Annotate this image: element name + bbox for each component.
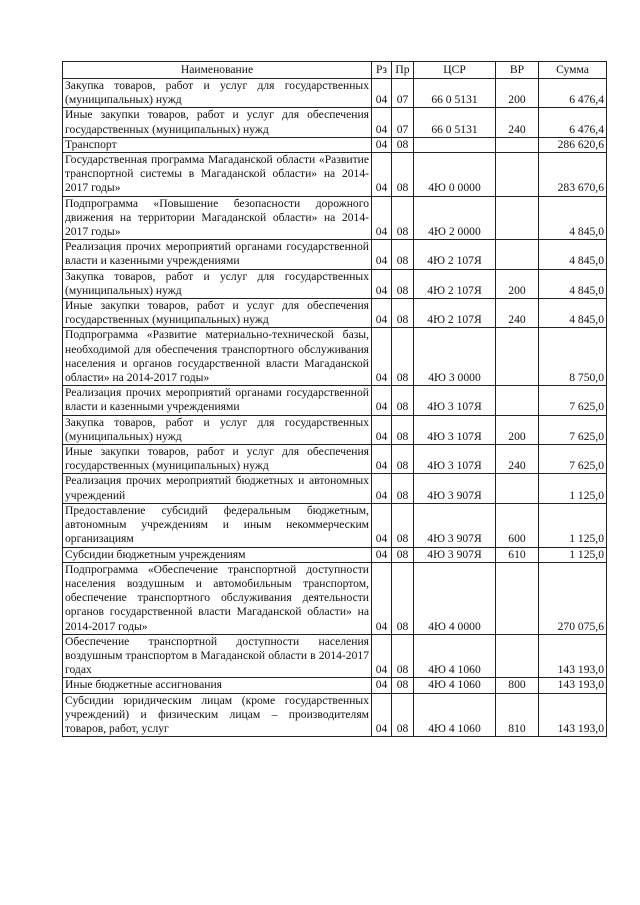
cell-rz: 04	[372, 386, 392, 415]
cell-rz: 04	[372, 240, 392, 269]
cell-csr: 4Ю 3 907Я	[414, 474, 496, 503]
table-row	[63, 693, 607, 737]
cell-name: Субсидии юридическим лицам (кроме государственных учреждений) и физическим лицам – производителям товаров, работ, услуг	[63, 693, 372, 737]
header-name: Наименование	[63, 62, 372, 79]
cell-name: Реализация прочих мероприятий бюджетных и автономных учреждений	[63, 474, 372, 503]
cell-vr: 240	[496, 299, 539, 328]
cell-csr: 4Ю 4 1060	[414, 634, 496, 678]
cell-csr: 4Ю 2 107Я	[414, 240, 496, 269]
cell-pr: 08	[392, 474, 414, 503]
cell-name: Предоставление субсидий федеральным бюджетным, автономным учреждениям и иным некоммерческим организациям	[63, 503, 372, 547]
cell-csr: 4Ю 4 1060	[414, 693, 496, 737]
document-page	[62, 61, 606, 737]
cell-name: Обеспечение транспортной доступности населения воздушным транспортом в Магаданской области в 2014-2017 годах	[63, 634, 372, 678]
cell-sum: 7 625,0	[539, 445, 607, 474]
table-row	[63, 678, 607, 693]
cell-rz: 04	[372, 634, 392, 678]
cell-csr: 4Ю 3 107Я	[414, 445, 496, 474]
cell-csr: 4Ю 4 0000	[414, 562, 496, 634]
cell-sum: 270 075,6	[539, 562, 607, 634]
cell-sum: 7 625,0	[539, 415, 607, 444]
cell-name: Реализация прочих мероприятий органами государственной власти и казенными учреждениями	[63, 240, 372, 269]
cell-vr	[496, 328, 539, 386]
cell-vr: 240	[496, 445, 539, 474]
cell-csr	[414, 137, 496, 152]
cell-name: Субсидии бюджетным учреждениям	[63, 547, 372, 562]
cell-csr: 4Ю 2 107Я	[414, 299, 496, 328]
cell-sum: 286 620,6	[539, 137, 607, 152]
cell-pr: 08	[392, 386, 414, 415]
cell-name: Иные закупки товаров, работ и услуг для обеспечения государственных (муниципальных) нужд	[63, 108, 372, 137]
cell-name: Подпрограмма «Повышение безопасности дорожного движения на территории Магаданской области» на 2014-2017 годы»	[63, 196, 372, 240]
table-row	[63, 547, 607, 562]
table-row	[63, 137, 607, 152]
cell-vr: 610	[496, 547, 539, 562]
cell-sum: 4 845,0	[539, 196, 607, 240]
cell-vr	[496, 196, 539, 240]
cell-pr: 08	[392, 328, 414, 386]
cell-vr: 600	[496, 503, 539, 547]
header-vr: ВР	[496, 62, 539, 79]
table-row	[63, 634, 607, 678]
cell-pr: 08	[392, 196, 414, 240]
table-row	[63, 108, 607, 137]
cell-sum: 4 845,0	[539, 269, 607, 298]
cell-pr: 08	[392, 562, 414, 634]
cell-sum: 1 125,0	[539, 474, 607, 503]
cell-rz: 04	[372, 196, 392, 240]
cell-name: Подпрограмма «Развитие материально-технической базы, необходимой для обеспечения транспортного обслуживания населения и органов государственной власти Магаданской области» на 2014-2017 годы»	[63, 328, 372, 386]
table-row	[63, 299, 607, 328]
table-row	[63, 474, 607, 503]
cell-sum: 143 193,0	[539, 634, 607, 678]
cell-sum: 1 125,0	[539, 503, 607, 547]
cell-vr	[496, 153, 539, 197]
cell-rz: 04	[372, 547, 392, 562]
table-row	[63, 328, 607, 386]
table-row	[63, 153, 607, 197]
cell-sum: 143 193,0	[539, 678, 607, 693]
cell-csr: 66 0 5131	[414, 108, 496, 137]
table-row	[63, 79, 607, 108]
cell-name: Реализация прочих мероприятий органами государственной власти и казенными учреждениями	[63, 386, 372, 415]
table-row	[63, 503, 607, 547]
cell-rz: 04	[372, 299, 392, 328]
cell-rz: 04	[372, 562, 392, 634]
cell-vr: 200	[496, 79, 539, 108]
header-sum: Сумма	[539, 62, 607, 79]
cell-pr: 08	[392, 678, 414, 693]
table-body	[63, 79, 607, 737]
cell-vr: 200	[496, 269, 539, 298]
cell-csr: 4Ю 4 1060	[414, 678, 496, 693]
cell-sum: 4 845,0	[539, 299, 607, 328]
cell-vr: 200	[496, 415, 539, 444]
cell-vr: 240	[496, 108, 539, 137]
cell-name: Подпрограмма «Обеспечение транспортной доступности населения воздушным и автомобильным транспортом, обеспечение транспортного обслуживания деятельности органов государственной власти Магаданской области» на 2014-2017 годы»	[63, 562, 372, 634]
cell-csr: 4Ю 2 0000	[414, 196, 496, 240]
cell-name: Закупка товаров, работ и услуг для государственных (муниципальных) нужд	[63, 415, 372, 444]
cell-csr: 4Ю 0 0000	[414, 153, 496, 197]
cell-name: Иные бюджетные ассигнования	[63, 678, 372, 693]
cell-vr	[496, 240, 539, 269]
cell-name: Иные закупки товаров, работ и услуг для обеспечения государственных (муниципальных) нужд	[63, 299, 372, 328]
header-pr: Пр	[392, 62, 414, 79]
cell-rz: 04	[372, 269, 392, 298]
cell-sum: 283 670,6	[539, 153, 607, 197]
cell-rz: 04	[372, 328, 392, 386]
cell-sum: 6 476,4	[539, 79, 607, 108]
cell-csr: 4Ю 3 107Я	[414, 415, 496, 444]
cell-name: Закупка товаров, работ и услуг для государственных (муниципальных) нужд	[63, 79, 372, 108]
cell-pr: 07	[392, 108, 414, 137]
table-row	[63, 415, 607, 444]
cell-pr: 07	[392, 79, 414, 108]
table-row	[63, 269, 607, 298]
table-row	[63, 445, 607, 474]
header-csr: ЦСР	[414, 62, 496, 79]
cell-rz: 04	[372, 474, 392, 503]
cell-sum: 7 625,0	[539, 386, 607, 415]
table-row	[63, 562, 607, 634]
cell-rz: 04	[372, 693, 392, 737]
cell-vr: 800	[496, 678, 539, 693]
cell-pr: 08	[392, 240, 414, 269]
cell-rz: 04	[372, 415, 392, 444]
header-rz: Рз	[372, 62, 392, 79]
table-row	[63, 386, 607, 415]
table-row	[63, 240, 607, 269]
cell-pr: 08	[392, 153, 414, 197]
cell-vr	[496, 137, 539, 152]
cell-name: Закупка товаров, работ и услуг для государственных (муниципальных) нужд	[63, 269, 372, 298]
cell-vr	[496, 562, 539, 634]
cell-vr	[496, 386, 539, 415]
cell-sum: 6 476,4	[539, 108, 607, 137]
cell-csr: 66 0 5131	[414, 79, 496, 108]
budget-table	[62, 61, 607, 737]
cell-sum: 143 193,0	[539, 693, 607, 737]
cell-rz: 04	[372, 108, 392, 137]
cell-name: Иные закупки товаров, работ и услуг для обеспечения государственных (муниципальных) нужд	[63, 445, 372, 474]
cell-sum: 1 125,0	[539, 547, 607, 562]
cell-csr: 4Ю 3 907Я	[414, 547, 496, 562]
cell-pr: 08	[392, 299, 414, 328]
cell-pr: 08	[392, 269, 414, 298]
table-header-row	[63, 62, 607, 79]
cell-rz: 04	[372, 79, 392, 108]
cell-vr: 810	[496, 693, 539, 737]
cell-sum: 8 750,0	[539, 328, 607, 386]
cell-sum: 4 845,0	[539, 240, 607, 269]
cell-pr: 08	[392, 415, 414, 444]
cell-rz: 04	[372, 678, 392, 693]
cell-rz: 04	[372, 445, 392, 474]
cell-csr: 4Ю 3 0000	[414, 328, 496, 386]
cell-pr: 08	[392, 445, 414, 474]
cell-rz: 04	[372, 503, 392, 547]
cell-rz: 04	[372, 153, 392, 197]
cell-name: Государственная программа Магаданской области «Развитие транспортной системы в Магаданской области» на 2014-2017 годы»	[63, 153, 372, 197]
cell-pr: 08	[392, 547, 414, 562]
cell-csr: 4Ю 3 107Я	[414, 386, 496, 415]
cell-pr: 08	[392, 634, 414, 678]
cell-pr: 08	[392, 503, 414, 547]
cell-pr: 08	[392, 693, 414, 737]
cell-vr	[496, 634, 539, 678]
cell-csr: 4Ю 2 107Я	[414, 269, 496, 298]
cell-name: Транспорт	[63, 137, 372, 152]
cell-pr: 08	[392, 137, 414, 152]
cell-rz: 04	[372, 137, 392, 152]
cell-csr: 4Ю 3 907Я	[414, 503, 496, 547]
table-row	[63, 196, 607, 240]
cell-vr	[496, 474, 539, 503]
